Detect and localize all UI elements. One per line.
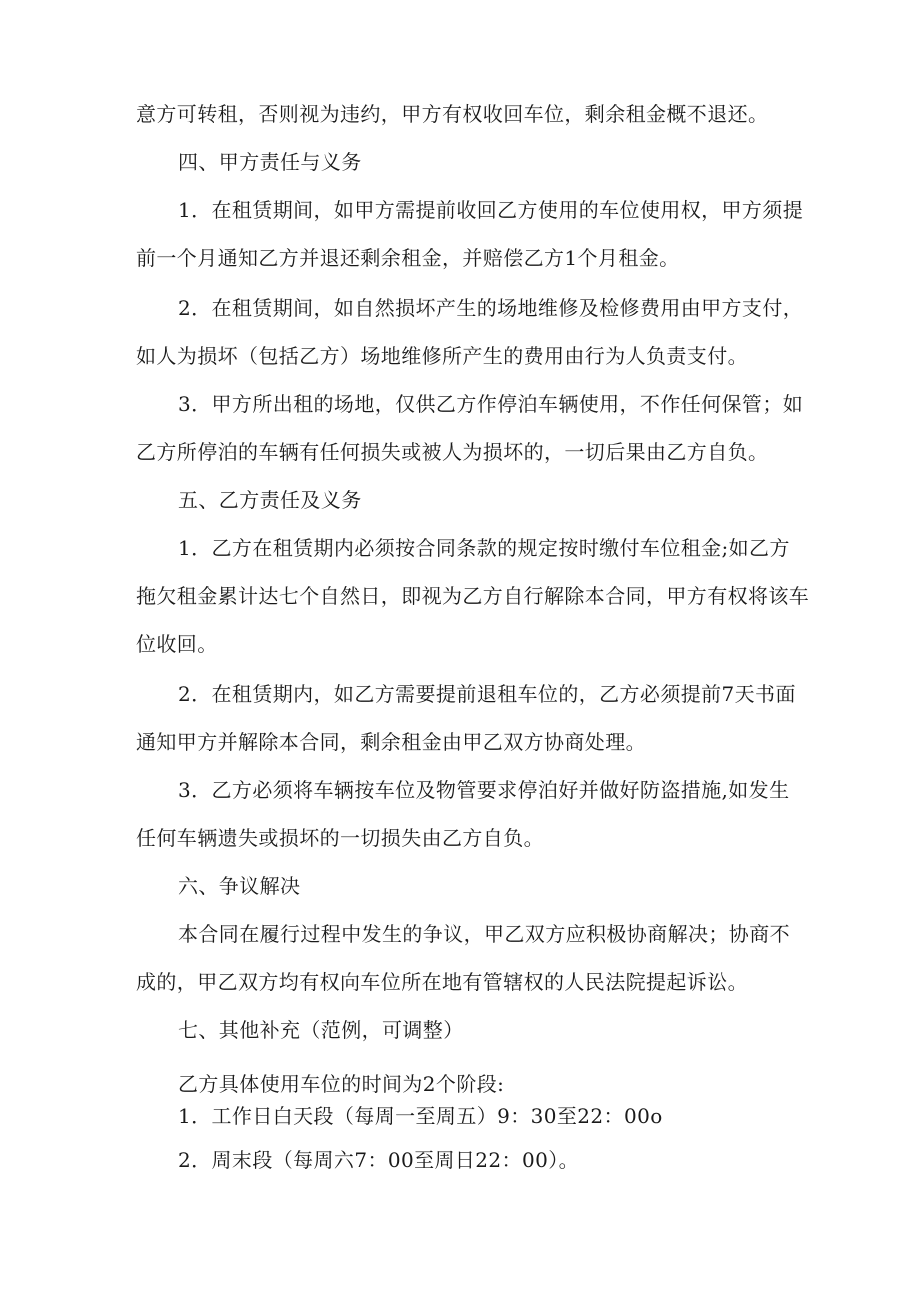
text-line: 乙方所停泊的车辆有任何损失或被人为损坏的，一切后果由乙方自负。 — [136, 440, 769, 464]
section-heading: 四、甲方责任与义务 — [178, 150, 362, 174]
text-line: 成的，甲乙双方均有权向车位所在地有管辖权的人民法院提起诉讼。 — [136, 970, 748, 994]
section-heading: 七、其他补充（范例，可调整） — [178, 1018, 464, 1042]
text-line: 意方可转租，否则视为违约，甲方有权收回车位，剩余租金概不退还。 — [136, 102, 769, 126]
text-line: 乙方具体使用车位的时间为2个阶段: — [178, 1072, 505, 1096]
section-heading: 六、争议解决 — [178, 874, 301, 898]
text-line: 2．周末段（每周六7：00至周日22：00）。 — [178, 1148, 579, 1172]
text-line: 位收回。 — [136, 632, 218, 656]
section-heading: 五、乙方责任及义务 — [178, 488, 362, 512]
text-line: 1．工作日白天段（每周一至周五）9：30至22：00o — [178, 1104, 663, 1128]
text-line: 通知甲方并解除本合同，剩余租金由甲乙双方协商处理。 — [136, 730, 646, 754]
text-line: 2．在租赁期间，如自然损坏产生的场地维修及检修费用由甲方支付， — [178, 296, 804, 320]
text-line: 如人为损坏（包括乙方）场地维修所产生的费用由行为人负责支付。 — [136, 344, 748, 368]
text-line: 任何车辆遗失或损坏的一切损失由乙方自负。 — [136, 826, 544, 850]
text-line: 1．在租赁期间，如甲方需提前收回乙方使用的车位使用权，甲方须提 — [178, 198, 804, 222]
text-line: 前一个月通知乙方并退还剩余租金，并赔偿乙方1个月租金。 — [136, 246, 680, 270]
text-line: 1．乙方在租赁期内必须按合同条款的规定按时缴付车位租金;如乙方 — [178, 536, 790, 560]
text-line: 本合同在履行过程中发生的争议，甲乙双方应积极协商解决；协商不 — [178, 922, 790, 946]
text-line: 拖欠租金累计达七个自然日，即视为乙方自行解除本合同，甲方有权将该车 — [136, 584, 810, 608]
text-line: 2．在租赁期内，如乙方需要提前退租车位的，乙方必须提前7天书面 — [178, 682, 796, 706]
text-line: 3．甲方所出租的场地，仅供乙方作停泊车辆使用，不作任何保管；如 — [178, 392, 804, 416]
text-line: 3．乙方必须将车辆按车位及物管要求停泊好并做好防盗措施,如发生 — [178, 778, 790, 802]
